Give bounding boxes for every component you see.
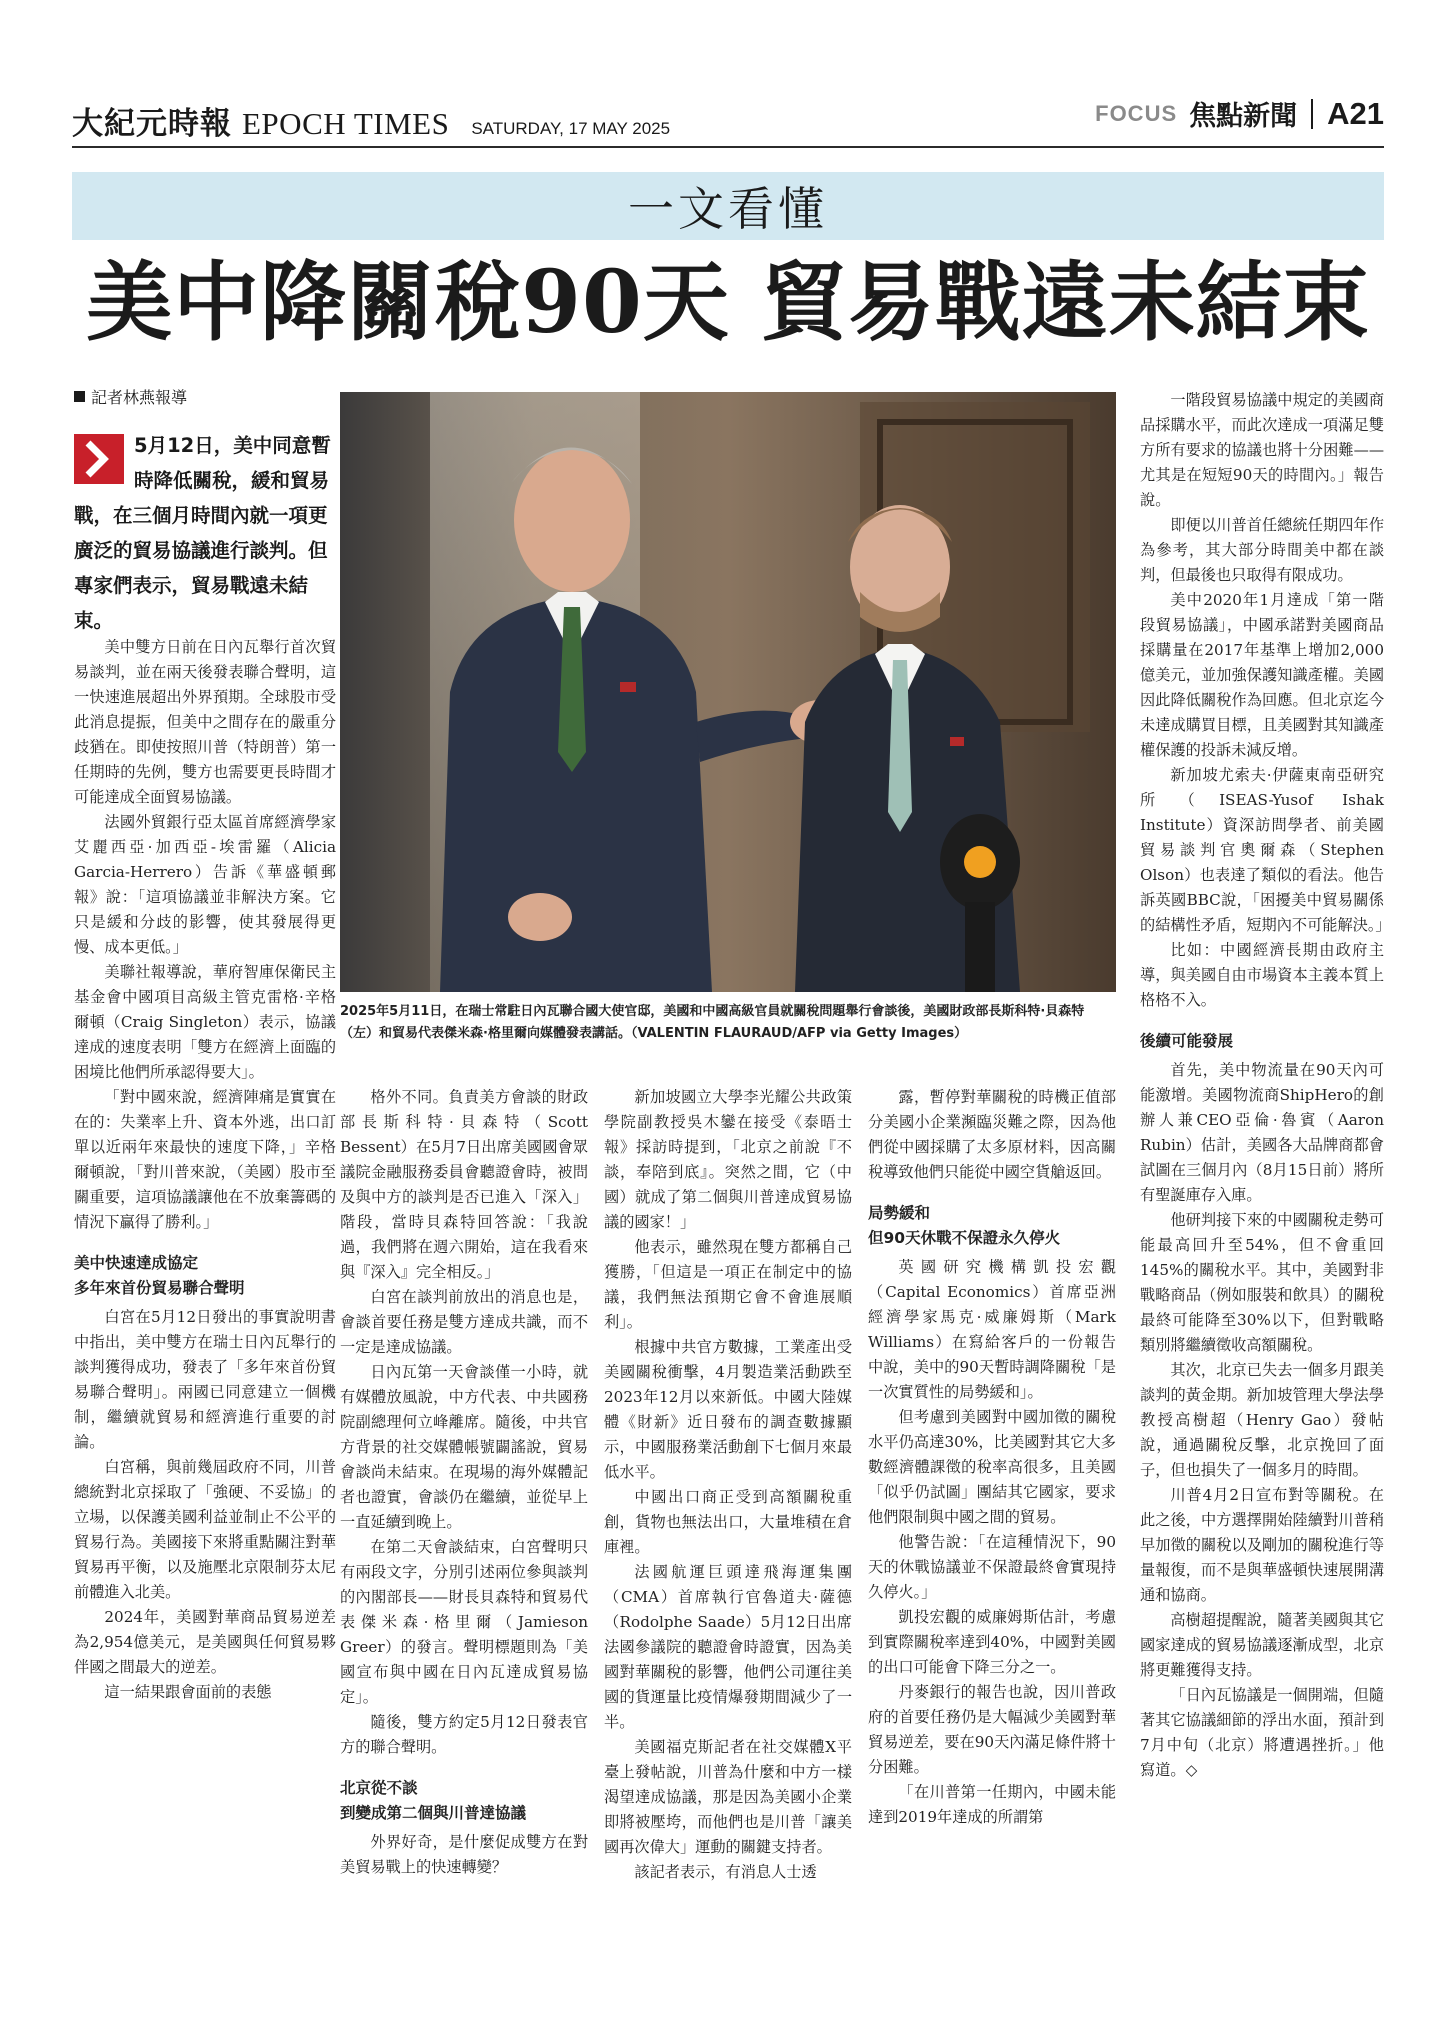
page-number: A21 [1327,95,1384,131]
subheading-2-line-1: 北京從不談 [340,1779,418,1797]
paragraph: 比如：中國經濟長期由政府主導，與美國自由市場資本主義本質上格格不入。 [1140,941,1384,1009]
paragraph: 日內瓦第一天會談僅一小時，就有媒體放風說，中方代表、中共國務院副總理何立峰離席。隨後，中共官方背景的社交媒體帳號闢謠說，貿易會談尚未結束。在現場的海外媒體記者也證實，會談仍在繼續，並從早上一直延續到晚上。 [340,1363,588,1531]
column-4-lower-text [868,1255,1116,1830]
paragraph: 白宮稱，與前幾屆政府不同，川普總統對北京採取了「強硬、不妥協」的立場，以保護美國利益並制止不公平的貿易行為。美國接下來將重點關注對華貿易再平衡，以及施壓北京限制芬太尼前體進入北美。 [74,1458,336,1601]
article-column-5 [1140,388,1391,1783]
article-column-2 [340,1085,588,1880]
column-3-text [604,1085,852,1885]
paragraph: 外界好奇，是什麼促成雙方在對美貿易戰上的快速轉變？ [340,1833,588,1876]
paragraph: 川普4月2日宣布對等關稅。在此之後，中方選擇開始陸續對川普稍早加徵的關稅以及剛加的關稅進行等量報復，而不是與華盛頓快速展開溝通和協商。 [1140,1486,1384,1604]
paragraph: 新加坡尤索夫·伊薩東南亞研究所（ISEAS-Yusof Ishak Institute）資深訪問學者、前美國貿易談判官奧爾森（Stephen Olson）也表達了類似的看法。他告訴英國BBC說，「困擾美中貿易關係的結構性矛盾，短期內不可能解決。」 [1140,766,1391,934]
paragraph: 凱投宏觀的威廉姆斯估計，考慮到實際關稅率達到40%，中國對美國的出口可能會下降三分之一。 [868,1608,1116,1676]
paragraph: 「日內瓦協議是一個開端，但隨著其它協議細節的浮出水面，預計到7月中旬（北京）將遭遇挫折。」他寫道。◇ [1140,1686,1384,1779]
subheading-3-line-2: 但90天休戰不保證永久停火 [868,1229,1061,1247]
paragraph: 2024年，美國對華商品貿易逆差為2,954億美元，是美國與任何貿易夥伴國之間最大的逆差。 [74,1608,336,1676]
paragraph: 白宮在5月12日發出的事實說明書中指出，美中雙方在瑞士日內瓦舉行的談判獲得成功，發表了「多年來首份貿易聯合聲明」。兩國已同意建立一個機制，繼續就貿易和經濟進行重要的討論。 [74,1308,336,1451]
subheading-2-line-2: 到變成第二個與川普達協議 [340,1804,527,1822]
column-1-lower-text [74,1305,336,1705]
paragraph: 其次，北京已失去一個多月跟美談判的黃金期。新加坡管理大學法學教授高樹超（Henry Gao）發帖說，通過關稅反擊，北京挽回了面子，但也損失了一個多月的時間。 [1140,1361,1384,1479]
byline-square-icon [74,391,85,402]
photo-illustration [340,392,1116,992]
column-2-lower-text [340,1830,588,1880]
column-5-lower-text [1140,1058,1384,1783]
subheading-3 [868,1201,1116,1251]
paragraph: 露，暫停對華關稅的時機正值部分美國小企業瀕臨災難之際，因為他們從中國採購了太多原材料，因高關稅導致他們只能從中國空貨艙返回。 [868,1088,1116,1181]
subheading-1-line-2: 多年來首份貿易聯合聲明 [74,1279,245,1297]
paragraph: 隨後，雙方約定5月12日發表官方的聯合聲明。 [340,1713,588,1756]
lead-text: 5月12日，美中同意暫時降低關稅，緩和貿易戰，在三個月時間內就一項更廣泛的貿易協議進行談判。但專家們表示，貿易戰遠未結束。 [74,434,331,632]
paragraph: 在第二天會談結束，白宮聲明只有兩段文字，分別引述兩位參與談判的內閣部長——財長貝森特和貿易代表傑米森·格里爾（Jamieson Greer）的發言。聲明標題則為「美國宣布與中國在日內瓦達成貿易協定」。 [340,1538,588,1706]
column-1-upper-text [74,635,336,1235]
paragraph: 一階段貿易協議中規定的美國商品採購水平，而此次達成一項滿足雙方所有要求的協議也將十分困難——尤其是在短短90天的時間內。」報告說。 [1140,391,1384,509]
paragraph: 他研判接下來的中國關稅走勢可能最高回升至54%，但不會重回145%的關稅水平。其中，美國對非戰略商品（例如服裝和飲具）的關稅最終可能降至30%以下，但對戰略類別將繼續徵收高額關稅。 [1140,1211,1384,1354]
paragraph: 「在川普第一任期內，中國未能達到2019年達成的所謂第 [868,1783,1116,1826]
paragraph: 根據中共官方數據，工業產出受美國關稅衝擊，4月製造業活動跌至2023年12月以來新低。中國大陸媒體《財新》近日發布的調查數據顯示，中國服務業活動創下七個月來最低水平。 [604,1338,852,1481]
article-column-4 [868,1085,1116,1830]
paragraph: 英國研究機構凱投宏觀（Capital Economics）首席亞洲經濟學家馬克·威廉姆斯（Mark Williams）在寫給客戶的一份報告中說，美中的90天暫時調降關稅「是一次實質性的局勢緩和」。 [868,1258,1116,1401]
paragraph: 丹麥銀行的報告也說，因川普政府的首要任務仍是大幅減少美國對華貿易逆差，要在90天內滿足條件將十分困難。 [868,1683,1116,1776]
paragraph: 美中2020年1月達成「第一階段貿易協議」，中國承諾對美國商品採購量在2017年基準上增加2,000億美元，並加強保護知識產權。美國因此降低關稅作為回應。但北京迄今未達成購買目標，且美國對其知識產權保護的投訴未減反增。 [1140,591,1384,759]
newspaper-logo-english: EPOCH TIMES [242,106,450,141]
masthead-left [72,98,670,143]
news-photo [340,392,1116,992]
paragraph: 高樹超提醒說，隨著美國與其它國家達成的貿易協議逐漸成型，北京將更難獲得支持。 [1140,1611,1384,1679]
paragraph: 他警告說：「在這種情況下，90天的休戰協議並不保證最終會實現持久停火。」 [868,1533,1116,1601]
paragraph: 美中雙方日前在日內瓦舉行首次貿易談判，並在兩天後發表聯合聲明，這一快速進展超出外界預期。全球股市受此消息提振，但美中之間存在的嚴重分歧猶在。即使按照川普（特朗普）第一任期時的先例，雙方也需要更長時間才可能達成全面貿易協議。 [74,638,336,806]
section-label-chinese: 焦點新聞 [1189,101,1298,132]
paragraph: 新加坡國立大學李光耀公共政策學院副教授吳木鑾在接受《泰晤士報》採訪時提到，「北京之前說『不談，奉陪到底』。突然之間，它（中國）就成了第二個與川普達成貿易協議的國家！」 [604,1088,852,1231]
paragraph: 法國外貿銀行亞太區首席經濟學家艾麗西亞·加西亞-埃雷羅（Alicia Garcia-Herrero）告訴《華盛頓郵報》說：「這項協議並非解決方案。它只是緩和分歧的影響，使其發展得更慢、成本更低。」 [74,813,336,956]
column-4-upper-text [868,1085,1116,1185]
lead-paragraph [74,428,336,638]
paragraph: 白宮在談判前放出的消息也是，會談首要任務是雙方達成共識，而不一定是達成協議。 [340,1288,588,1356]
column-5-upper-text [1140,388,1391,1013]
photo-caption: 2025年5月11日，在瑞士常駐日內瓦聯合國大使官邸，美國和中國高級官員就關稅問題舉行會談後，美國財政部長斯科特·貝森特（左）和貿易代表傑米森·格里爾向媒體發表講話。（VALENTIN FLAURAUD/AFP via Getty Images） [340,1004,1085,1041]
subheading-4-line-1: 後續可能發展 [1140,1032,1234,1050]
subheading-4 [1140,1029,1384,1054]
masthead [72,92,1384,142]
paragraph: 法國航運巨頭達飛海運集團（CMA）首席執行官魯道夫·薩德（Rodolphe Saade）5月12日出席法國參議院的聽證會時證實，因為美國對華關稅的影響，他們公司運往美國的貨運量比疫情爆發期間減少了一半。 [604,1563,852,1731]
masthead-divider [1311,99,1313,129]
red-chevron-icon [74,434,124,484]
subheading-1 [74,1251,336,1301]
page-headline: 美中降關稅90天 貿易戰遠未結束 [86,252,1370,353]
byline-text: 記者林燕報導 [91,388,188,407]
article-column-3 [604,1085,852,1885]
section-label-english: FOCUS [1095,100,1178,126]
subheading-3-line-1: 局勢緩和 [868,1204,931,1222]
paragraph: 即便以川普首任總統任期四年作為參考，其大部分時間美中都在談判，但最後也只取得有限成功。 [1140,516,1384,584]
kicker-text: 一文看懂 [628,182,828,236]
paragraph: 「對中國來說，經濟陣痛是實實在在的：失業率上升、資本外逃，出口訂單以近兩年來最快的速度下降，」辛格爾頓說，「對川普來說，（美國）股市至關重要，這項協議讓他在不放棄籌碼的情況下贏得了勝利。」 [74,1088,336,1231]
paragraph: 格外不同。負責美方會談的財政部長斯科特·貝森特（Scott Bessent）在5月7日出席美國國會眾議院金融服務委員會聽證會時，被問及與中方的談判是否已進入「深入」階段，當時貝森特回答說：「我說過，我們將在週六開始，這在我看來與『深入』完全相反。」 [340,1088,588,1281]
kicker-banner [72,172,1384,240]
paragraph: 中國出口商正受到高額關稅重創，貨物也無法出口，大量堆積在倉庫裡。 [604,1488,852,1556]
paragraph: 他表示，雖然現在雙方都稱自己獲勝，「但這是一項正在制定中的協議，我們無法預期它會不會進展順利」。 [604,1238,852,1331]
paragraph: 美聯社報導說，華府智庫保衛民主基金會中國項目高級主管克雷格·辛格爾頓（Craig Singleton）表示，協議達成的速度表明「雙方在經濟上面臨的困境比他們所承認得要大」。 [74,963,336,1081]
subheading-1-line-1: 美中快速達成協定 [74,1254,199,1272]
paragraph: 首先，美中物流量在90天內可能激增。美國物流商ShipHero的創辦人兼CEO亞倫·魯賓（Aaron Rubin）估計，美國各大品牌商都會試圖在三個月內（8月15日前）將所有聖誕庫存入庫。 [1140,1061,1384,1204]
article-column-1 [74,635,336,1705]
masthead-right [1095,94,1384,133]
subheading-2 [340,1776,588,1826]
masthead-rule [72,146,1384,148]
paragraph: 美國福克斯記者在社交媒體X平臺上發帖說，川普為什麼和中方一樣渴望達成協議，那是因為美國小企業即將被壓垮，而他們也是川普「讓美國再次偉大」運動的關鍵支持者。 [604,1738,852,1856]
paragraph: 這一結果跟會面前的表態 [104,1683,272,1701]
column-2-upper-text [340,1085,588,1760]
paragraph: 但考慮到美國對中國加徵的關稅水平仍高達30%，比美國對其它大多數經濟體課徵的稅率高很多，且美國「似乎仍試圖」團結其它國家，要求他們限制與中國之間的貿易。 [868,1408,1116,1526]
paragraph: 該記者表示，有消息人士透 [634,1863,817,1881]
byline [74,385,187,408]
newspaper-logo-chinese: 大紀元時報 [72,106,232,142]
issue-date: SATURDAY, 17 MAY 2025 [471,119,671,138]
